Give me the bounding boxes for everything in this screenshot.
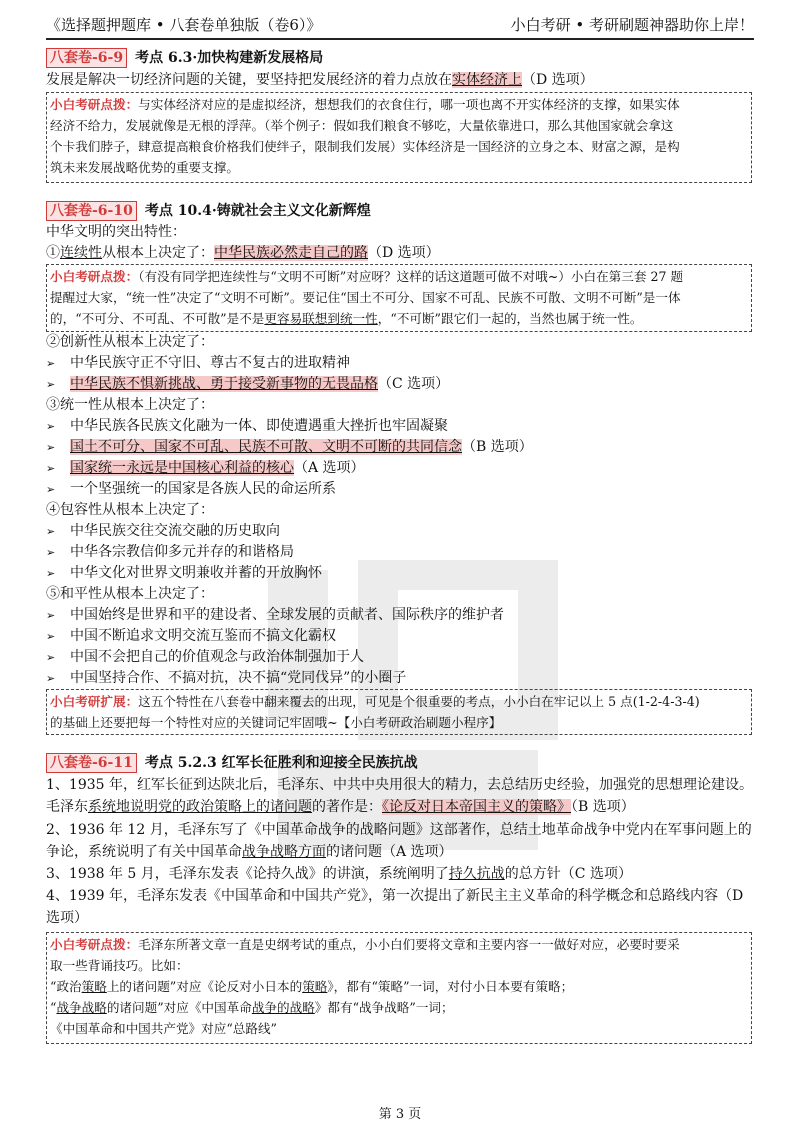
tip-line: 毛泽东所著文章一直是史纲考试的重点，小小白们要将文章和主要内容一一做好对应，必要时要采: [138, 937, 680, 952]
arrow-bullet-icon: ➢: [46, 630, 56, 643]
text-span: 的著作是：: [312, 799, 382, 815]
tip-line: 经济不给力，发展就像是无根的浮萍。（举个例子：假如我们粮食不够吃，大量依靠进口，那么其他国家就会拿这: [50, 118, 674, 133]
tip-box: [46, 264, 752, 332]
sec3-line-4: [46, 842, 453, 862]
bullet-item: [46, 353, 350, 374]
tip-line: 的，“不可分、不可乱、不可散”是不是: [50, 311, 265, 326]
text-span: 3、1938 年 5 月，毛泽东发表《论持久战》的讲演，系统阐明了: [46, 866, 449, 882]
section-heading: 考点 10.4·铸就社会主义文化新辉煌: [144, 203, 371, 219]
section-heading: 考点 6.3·加快构建新发展格局: [135, 50, 324, 66]
highlight-answer: 《论反对日本帝国主义的策略》: [382, 799, 571, 815]
underline-text: 战争战略方面: [242, 844, 326, 860]
text-span: 争论，系统说明了有关中国革命: [46, 844, 242, 860]
option-label: （C 选项）: [378, 376, 450, 392]
tip-underline: 更容易联想到统一性: [264, 311, 378, 326]
bullet-text: 中国始终是世界和平的建设者、全球发展的贡献者、国际秩序的维护者: [70, 607, 504, 623]
tip-underline: 战争战略: [56, 1000, 107, 1015]
option-label: （D 选项）: [522, 72, 594, 88]
sec2-intro: 中华文明的突出特性：: [46, 224, 186, 240]
point-1: [46, 243, 440, 263]
underline-text: 系统地说明党的政治策略上的诸问题: [88, 799, 312, 815]
arrow-bullet-icon: ➢: [46, 462, 56, 475]
tip-line: 这五个特性在八套卷中翻来覆去的出现，可见是个很重要的考点，小小白在牢记以上 5 点(1-2-4-3-4): [138, 694, 700, 709]
arrow-bullet-icon: ➢: [46, 378, 56, 391]
bullet-text: 中华民族各民族文化融为一体、即使遭遇重大挫折也牢固凝聚: [70, 418, 448, 434]
bullet-text: 中国不断追求文明交流互鉴而不搞文化霸权: [70, 628, 336, 644]
extension-box: [46, 689, 752, 735]
arrow-bullet-icon: ➢: [46, 651, 56, 664]
tip-line: 提醒过大家，“统一性”决定了“文明不可断”。要记住“国土不可分、国家不可乱、民族不可散、文明不可断”是一体: [50, 290, 681, 305]
highlight-answer: 中华民族不惧新挑战、勇于接受新事物的无畏品格: [70, 376, 378, 392]
bullet-item: [46, 374, 449, 395]
text-span: 的总方针（C 选项）: [504, 866, 632, 882]
bullet-item: [46, 626, 336, 647]
bullet-item: [46, 668, 406, 689]
bullet-item: [46, 416, 448, 437]
text-span: 的诸问题（A 选项）: [326, 844, 453, 860]
tip-label: 小白考研点拨：: [50, 97, 139, 112]
tip-line: 个卡我们脖子，肆意提高粮食价格我们使绊子，限制我们发展）实体经济是一国经济的立身之本、财富之源，是构: [50, 139, 680, 154]
tip-line: “: [50, 1000, 57, 1015]
bullet-text: 中国不会把自己的价值观念与政治体制强加于人: [70, 649, 364, 665]
sec3-line-1: 1、1935 年，红军长征到达陕北后，毛泽东、中共中央用很大的精力，去总结历史经验，加强党的思想理论建设。: [46, 777, 753, 793]
tip-label: 小白考研点拨：: [50, 937, 139, 952]
bullet-item: [46, 563, 322, 584]
section-6-10-title: [46, 200, 371, 222]
point-5: ⑤和平性从根本上决定了：: [46, 586, 214, 602]
bullet-item: [46, 521, 280, 542]
arrow-bullet-icon: ➢: [46, 567, 56, 580]
option-label: （D 选项）: [368, 245, 440, 261]
tip-line: ，“不可断”跟它们一起的，当然也属于统一性。: [377, 311, 643, 326]
underline-text: 持久抗战: [448, 866, 505, 882]
section-6-9-title: [46, 47, 323, 69]
text-span: 毛泽东: [46, 799, 88, 815]
tip-line: 》，都有“策略”一词，对付小日本要有策略；: [327, 979, 574, 994]
option-label: （B 选项）: [571, 799, 635, 815]
arrow-bullet-icon: ➢: [46, 546, 56, 559]
sec1-text: [46, 70, 594, 90]
text-span: 从根本上决定了：: [102, 245, 214, 261]
bullet-text: 中华民族守正不守旧、尊古不复古的进取精神: [70, 355, 350, 371]
tip-line: 的基础上还要把每一个特性对应的关键词记牢固哦~【小白考研政治刷题小程序】: [50, 715, 502, 730]
bullet-item: [46, 458, 365, 479]
point-3: ③统一性从根本上决定了：: [46, 397, 214, 413]
bullet-text: 中华各宗教信仰多元并存的和谐格局: [70, 544, 294, 560]
highlight-answer: 国家统一永远是中国核心利益的核心: [70, 460, 294, 476]
sec3-line-3: 2、1936 年 12 月，毛泽东写了《中国革命战争的战略问题》这部著作，总结土地革命战争中党内在军事问题上的: [46, 822, 752, 838]
header-left: 《选择题押题库 • 八套卷单独版（卷6）》: [46, 16, 322, 34]
text-span: 发展是解决一切经济问题的关键，要坚持把发展经济的着力点放在: [46, 72, 452, 88]
sec3-line-2: [46, 797, 635, 817]
tip-line: 的诸问题”对应《中国革命: [106, 1000, 252, 1015]
tip-line: （有没有同学把连续性与“文明不可断”对应呀？这样的话这道题可做不对哦~）小白在第三套 27 题: [138, 269, 684, 284]
highlight-answer: 实体经济上: [452, 72, 522, 88]
section-tag: 八套卷-6-11: [46, 753, 137, 773]
tip-label: 小白考研点拨：: [50, 269, 139, 284]
bullet-text: 中国坚持合作、不搞对抗，决不搞“党同伐异”的小圈子: [70, 670, 407, 686]
tip-line: “政治: [50, 979, 82, 994]
sec3-line-5: [46, 864, 632, 884]
tip-underline: 战争的战略: [251, 1000, 315, 1015]
section-tag: 八套卷-6-9: [46, 48, 127, 68]
arrow-bullet-icon: ➢: [46, 420, 56, 433]
bullet-text: 一个坚强统一的国家是各族人民的命运所系: [70, 481, 336, 497]
tip-box: [46, 932, 752, 1044]
bullet-item: [46, 437, 533, 458]
arrow-bullet-icon: ➢: [46, 483, 56, 496]
point-2: ②创新性从根本上决定了：: [46, 334, 214, 350]
bullet-item: [46, 542, 294, 563]
arrow-bullet-icon: ➢: [46, 609, 56, 622]
arrow-bullet-icon: ➢: [46, 672, 56, 685]
tip-label: 小白考研扩展：: [50, 694, 139, 709]
arrow-bullet-icon: ➢: [46, 441, 56, 454]
bullet-text: 中华民族交往交流交融的历史取向: [70, 523, 280, 539]
bullet-item: [46, 605, 504, 626]
tip-line: 上的诸问题”对应《论反对小日本的: [106, 979, 303, 994]
tip-line: 》都有“战争战略”一词；: [314, 1000, 454, 1015]
keyword: 连续性: [60, 245, 102, 261]
option-label: （A 选项）: [294, 460, 365, 476]
arrow-bullet-icon: ➢: [46, 357, 56, 370]
header-right: 小白考研 • 考研刷题神器助你上岸！: [510, 16, 754, 34]
option-label: （B 选项）: [462, 439, 533, 455]
section-6-11-title: [46, 752, 418, 774]
page-header: [46, 14, 754, 40]
tip-line: 取一些背诵技巧。比如：: [50, 958, 189, 973]
tip-underline: 策略: [81, 979, 107, 994]
section-tag: 八套卷-6-10: [46, 201, 137, 221]
highlight-answer: 中华民族必然走自己的路: [214, 245, 368, 261]
tip-line: 与实体经济对应的是虚拟经济，想想我们的衣食住行，哪一项也离不开实体经济的支撑，如果实体: [138, 97, 680, 112]
highlight-answer: 国土不可分、国家不可乱、民族不可散、文明不可断的共同信念: [70, 439, 462, 455]
section-heading: 考点 5.2.3 红军长征胜利和迎接全民族抗战: [144, 755, 418, 771]
sec3-line-6: 4、1939 年，毛泽东发表《中国革命和中国共产党》，第一次提出了新民主主义革命的科学概念和总路线内容（D: [46, 888, 744, 904]
bullet-item: [46, 479, 336, 500]
arrow-bullet-icon: ➢: [46, 525, 56, 538]
tip-box: [46, 92, 752, 183]
page-number: 第 3 页: [378, 1107, 422, 1122]
tip-line: 筑未来发展战略优势的重要支撑。: [50, 160, 239, 175]
bullet-text: 中华文化对世界文明兼收并蓄的开放胸怀: [70, 565, 322, 581]
point-4: ④包容性从根本上决定了：: [46, 502, 214, 518]
point-number: ①: [46, 245, 60, 261]
tip-line: 《中国革命和中国共产党》对应“总路线”: [50, 1021, 277, 1036]
tip-underline: 策略: [302, 979, 328, 994]
sec3-line-7: 选项）: [46, 910, 88, 926]
bullet-item: [46, 647, 364, 668]
